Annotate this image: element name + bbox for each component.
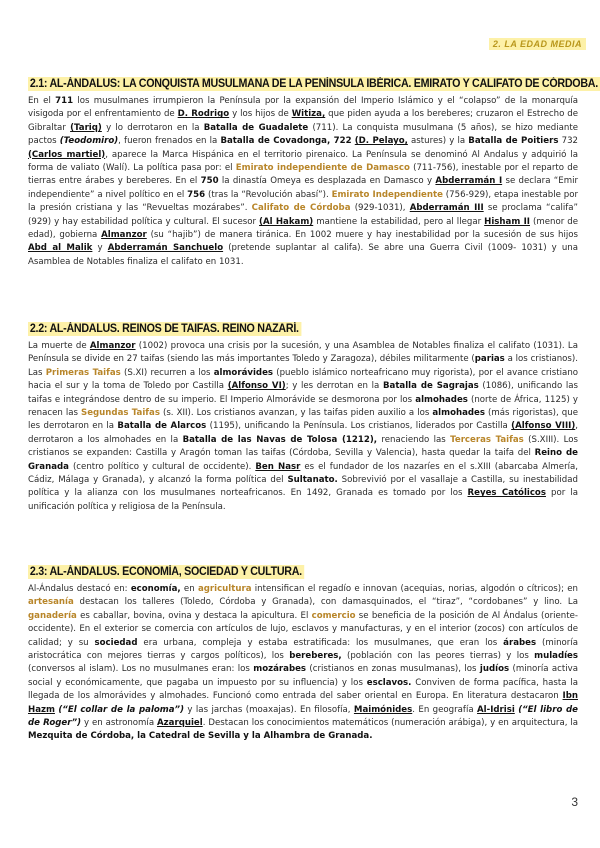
- section-2-1: [28, 72, 598, 269]
- page-number: 3: [571, 795, 578, 809]
- section-2-2: [28, 317, 578, 514]
- section-paragraph: En el 711 los musulmanes irrumpieron la Península por la expansión del Imperio Islámico y el “colapso” de la monarquía visigoda por el enfrentamiento de D. Rodrigo y los hijos de Witiza, que piden ayuda a los bereberes; cruzaron el Estrecho de Gibraltar (Tariq) y lo derrotaron en la Batalla de Guadalete (711). La conquista musulmana (5 años), se hizo mediante pactos (Teodomiro), fueron frenados en la Batalla de Covadonga, 722 (D. Pelayo, astures) y la Batalla de Poitiers 732 (Carlos martiel), aparece la Marca Hispánica en el territorio pirenaico. La Península se denominó Al Andalus y adquirió la forma de valiato (Walí). La política pasa por: el Emirato independiente de Damasco (711-756), inestable por el reparto de tierras entre árabes y bereberes. En el 750 la dinastía Omeya es desplazada en Damasco y Abderramán I se declara “Emir independiente” a nivel político en el 756 (tras la “Revolución abasí”). Emirato Independiente (756-929), etapa inestable por la presión cristiana y las “Revueltas mozárabes”. Califato de Córdoba (929-1031), Abderramán III se proclama “califa” (929) y hay estabilidad política y cultural. El sucesor (Al Hakam) mantiene la estabilidad, pero al llegar Hisham II (menor de edad), gobierna Almanzor (su “hajib”) de manera tiránica. En 1002 muere y hay inestabilidad por la sucesión de sus hijos Abd al Malik y Abderramán Sanchuelo (pretende suplantar al califa). Se abre una Guerra Civil (1009- 1031) y una Asamblea de Notables finaliza el califato en 1031.: [28, 96, 579, 267]
- section-title: 2.3: AL-ÁNDALUS. ECONOMÍA, SOCIEDAD Y CULTURA.: [28, 565, 305, 579]
- section-paragraph: Al-Ándalus destacó en: economía, en agricultura intensifican el regadío e innovan (acequias, norias, algodón o cítricos); en artesanía destacan los talleres (Toledo, Córdoba y Granada), con damasquinados, el “tiraz”, “cordobanes” y lino. La ganadería es caballar, bovina, ovina y destaca la apicultura. El comercio se beneficia de la posición de Al Ándalus (oriente-occidente). En el exterior se comercia con artículos de lujo, esclavos y manufacturas, y en el interior (zocos) con artículos de calidad; y su sociedad era urbana, compleja y estaba estratificada: los musulmanes, que eran los árabes (minoría aristocrática con mejores tierras y cargos políticos), los bereberes, (población con las peores tierras) y los muladíes (conversos al islam). Los no musulmanes eran: los mozárabes (cristianos en zonas musulmanas), los judíos (minoría activa social y económicamente, que pagaba un impuesto por su influencia) y los esclavos. Conviven de forma pacífica, hasta la llegada de los almorávides y almohades. Funcionó como entrada del saber oriental en Europa. En literatura destacaron Ibn Hazm (“El collar de la paloma”) y las jarchas (moaxajas). En filosofía, Maimónides. En geografía Al-Idrisi (“El libro de de Roger”) y en astronomía Azarquiel. Destacan los conocimientos matemáticos (numeración arábiga), y en arquitectura, la Mezquita de Córdoba, la Catedral de Sevilla y la Alhambra de Granada.: [28, 584, 579, 742]
- section-title: 2.2: AL-ÁNDALUS. REINOS DE TAIFAS. REINO NAZARÍ.: [28, 322, 302, 336]
- section-paragraph: La muerte de Almanzor (1002) provoca una crisis por la sucesión, y una Asamblea de Notables finaliza el califato (1031). La Península se divide en 27 taifas (siendo las más importantes Toledo y Zaragoza), débiles militarmente (parias a los cristianos). Las Primeras Taifas (S.XI) recurren a los almorávides (pueblo islámico norteafricano muy rigorista), por el avance cristiano hacia el sur y la toma de Toledo por Castilla (Alfonso VI); y les derrotan en la Batalla de Sagrajas (1086), unificando las taifas e integrándose dentro de su imperio. El Imperio Almorávide se desmorona por los almohades (norte de África, 1125) y renacen las Segundas Taifas (s. XII). Los cristianos avanzan, y las taifas piden auxilio a los almohades (más rigoristas), que les derrotaron en la Batalla de Alarcos (1195), unificando la Península. Los cristianos, liderados por Castilla (Alfonso VIII), derrotaron a los almohades en la Batalla de las Navas de Tolosa (1212), renaciendo las Terceras Taifas (S.XIII). Los cristianos se expanden: Castilla y Aragón toman las taifas (Córdoba, Sevilla y Valencia), hasta quedar la taifa del Reino de Granada (centro político y cultural de occidente). Ben Nasr es el fundador de los nazaríes en el s.XIII (abarcaba Almería, Cádiz, Málaga y Granada), y alcanzó la forma política del Sultanato. Sobrevivió por el vasallaje a Castilla, su inestabilidad política y la alianza con los musulmanes norteafricanos. En 1492, Granada es tomado por los Reyes Católicos por la unificación política y religiosa de la Península.: [28, 341, 579, 512]
- section-2-3: [28, 560, 578, 744]
- section-title: 2.1: AL-ÁNDALUS: LA CONQUISTA MUSULMANA DE LA PENÍNSULA IBÉRICA. EMIRATO Y CALIFATO DE CÓRDOBA.: [28, 77, 600, 91]
- chapter-label: 2. LA EDAD MEDIA: [489, 38, 586, 50]
